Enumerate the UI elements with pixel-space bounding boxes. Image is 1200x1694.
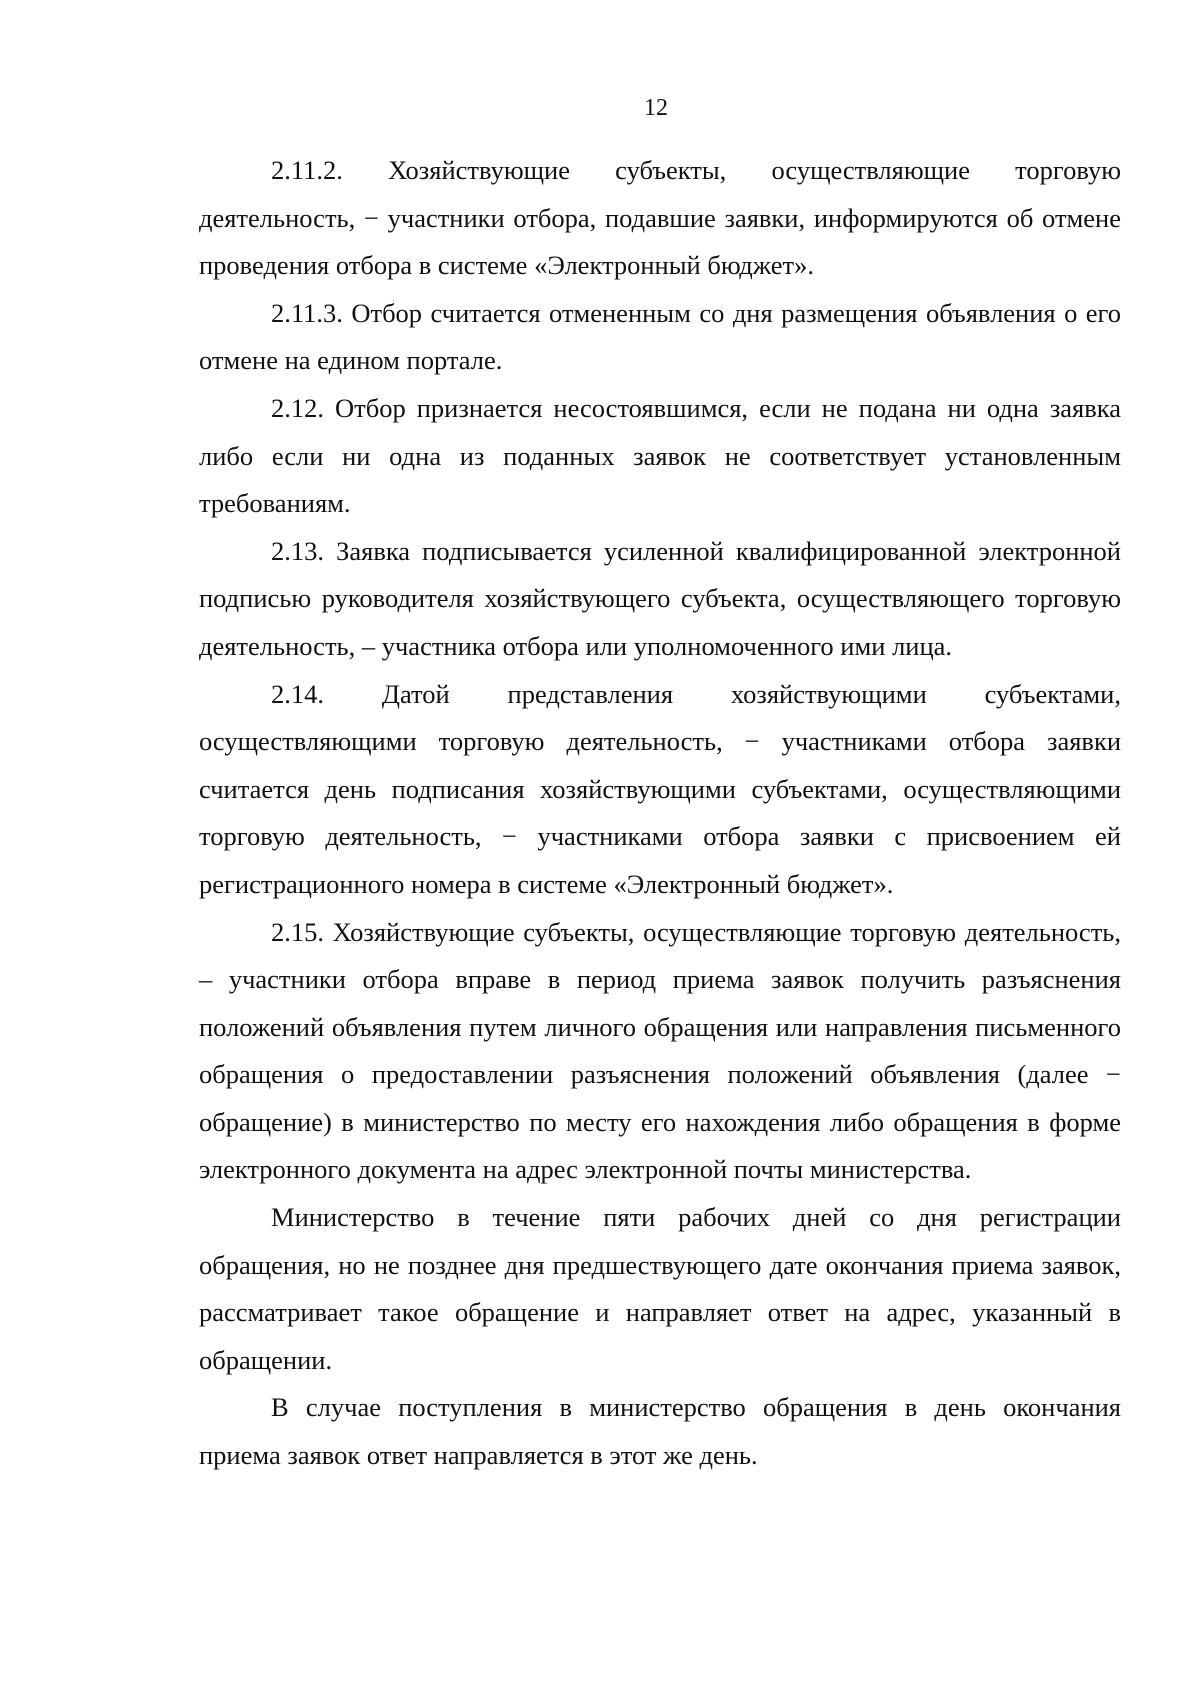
- document-body: [199, 147, 1121, 1480]
- paragraph-ministry-response: Министерство в течение пяти рабочих дней со дня регистрации обращения, но не позднее дня предшествующего дате окончания приема заявок, рассматривает такое обращение и направляет ответ на адрес, указанный в обращении.: [199, 1202, 1121, 1375]
- paragraph-2-11-2: 2.11.2. Хозяйствующие субъекты, осуществляющие торговую деятельность, − участники отбора, подавшие заявки, информируются об отмене проведения отбора в системе «Электронный бюджет».: [199, 155, 1121, 281]
- paragraph-2-11-3: 2.11.3. Отбор считается отмененным со дня размещения объявления о его отмене на едином портале.: [199, 297, 1121, 376]
- paragraph-2-13: 2.13. Заявка подписывается усиленной квалифицированной электронной подписью руководителя хозяйствующего субъекта, осуществляющего торговую деятельность, – участника отбора или уполномоченного ими лица.: [199, 535, 1121, 661]
- paragraph-2-12: 2.12. Отбор признается несостоявшимся, если не подана ни одна заявка либо если ни одна из поданных заявок не соответствует установленным требованиям.: [199, 392, 1121, 519]
- page-number: 12: [644, 95, 668, 121]
- paragraph-2-14: 2.14. Датой представления хозяйствующими субъектами, осуществляющими торговую деятельность, − участниками отбора заявки считается день подписания хозяйствующими субъектами, осуществляющими торговую деятельность, − участниками отбора заявки с присвоением ей регистрационного номера в системе «Электронный бюджет».: [199, 678, 1121, 899]
- paragraph-last-day-response: В случае поступления в министерство обращения в день окончания приема заявок ответ направляется в этот же день.: [199, 1392, 1121, 1471]
- paragraph-2-15: 2.15. Хозяйствующие субъекты, осуществляющие торговую деятельность, – участники отбора вправе в период приема заявок получить разъяснения положений объявления путем личного обращения или направления письменного обращения о предоставлении разъяснения положений объявления (далее − обращение) в министерство по месту его нахождения либо обращения в форме электронного документа на адрес электронной почты министерства.: [199, 916, 1121, 1185]
